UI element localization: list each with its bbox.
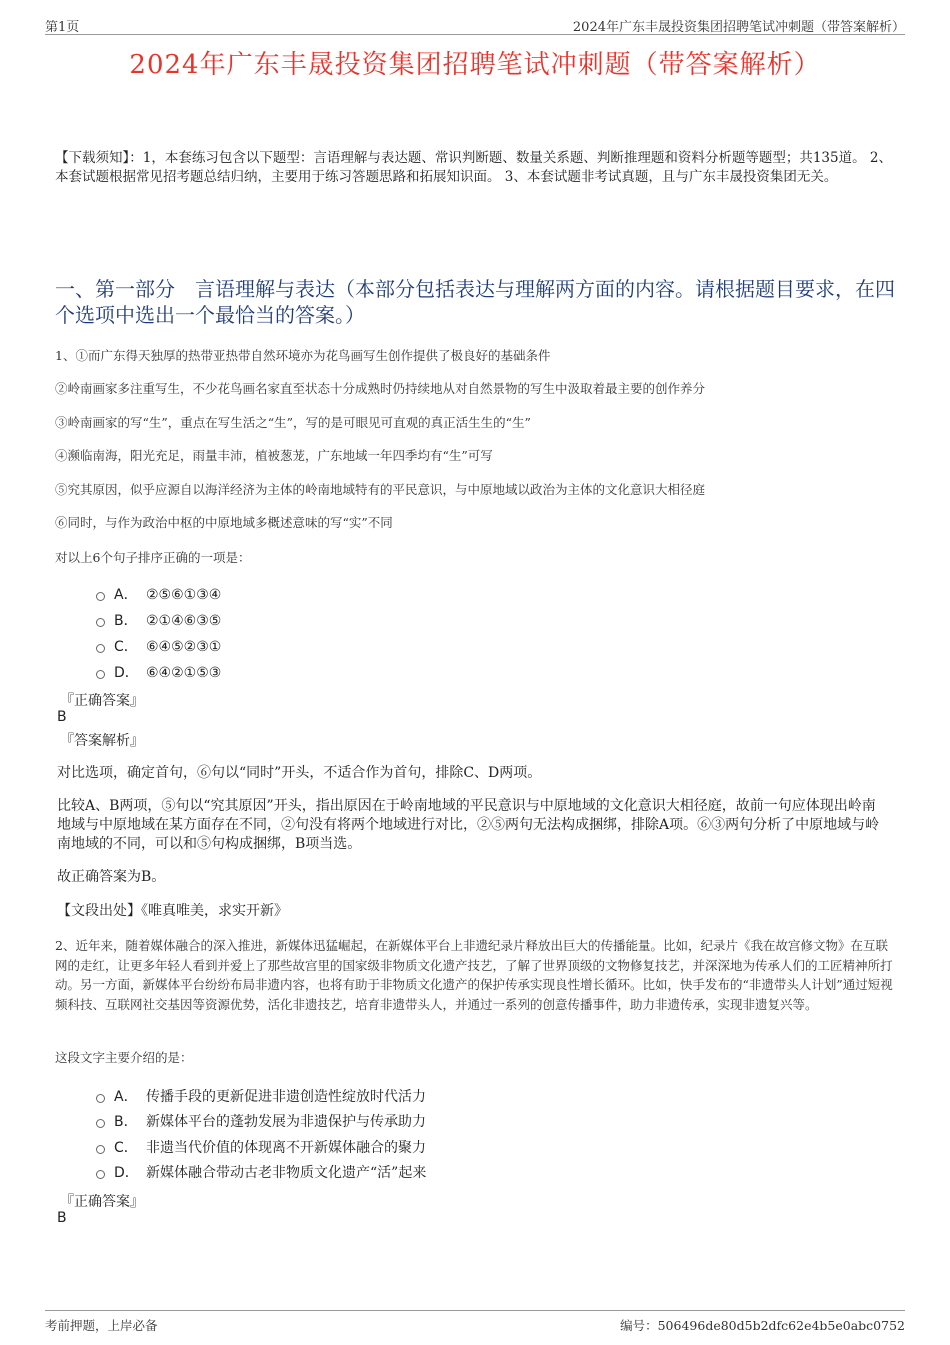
q1-sentence-4: ④濒临南海，阳光充足，雨量丰沛，植被葱茏，广东地域一年四季均有“生”可写 (55, 448, 493, 463)
q2-option-b[interactable]: B． 新媒体平台的蓬勃发展为非遗保护与传承助力 (96, 1111, 426, 1131)
q1-answer: B (57, 709, 67, 725)
q1-option-d[interactable]: D． ⑥④②①⑤③ (96, 662, 221, 682)
q2-option-a[interactable]: A． 传播手段的更新促进非遗创造性绽放时代活力 (96, 1086, 426, 1106)
footer-serial: 编号：506496de80d5b2dfc62e4b5e0abc0752 (620, 1318, 905, 1333)
q1-sentence-2: ②岭南画家多注重写生，不少花鸟画名家直至状态十分成熟时仍持续地从对自然景物的写生中汲取着最主要的创作养分 (55, 381, 706, 396)
page-footer (45, 1310, 905, 1331)
document-title: 2024年广东丰晟投资集团招聘笔试冲刺题（带答案解析） (129, 50, 821, 80)
q2-prompt: 这段文字主要介绍的是： (55, 1050, 193, 1065)
radio-icon[interactable] (96, 670, 105, 679)
q1-analysis-3: 故正确答案为B。 (57, 869, 166, 885)
q1-source: 【文段出处】《唯真唯美，求实开新》 (57, 903, 288, 919)
q1-analysis-label: 『答案解析』 (60, 733, 144, 749)
q1-prompt: 对以上6个句子排序正确的一项是： (55, 550, 251, 565)
q1-analysis-2: 比较A、B两项，⑤句以“究其原因”开头，指出原因在于岭南地域的平民意识与中原地域的文化意识大相径庭，故前一句应体现出岭南地域与中原地域在某方面存在不同，②句没有将两个地域进行对比，②⑤两句无法构成捆绑，排除A项。⑥③两句分析了中原地域与岭南地域的不同，可以和⑤句构成捆绑，B项当选。 (57, 798, 880, 852)
q2-option-c[interactable]: C． 非遗当代价值的体现离不开新媒体融合的聚力 (96, 1137, 426, 1157)
q2-passage: 2、近年来，随着媒体融合的深入推进，新媒体迅猛崛起，在新媒体平台上非遗纪录片释放出巨大的传播能量。比如，纪录片《我在故宫修文物》在互联网的走红，让更多年轻人看到并爱上了那些故宫里的国家级非物质文化遗产技艺，了解了世界顶级的文物修复技艺，并深深地为传承人们的工匠精神所打动。另一方面，新媒体平台纷纷布局非遗内容，也将有助于非物质文化遗产的保护传承实现良性增长循环。比如，快手发布的“非遗带头人计划”通过短视频科技、互联网社交基因等资源优势，活化非遗技艺，培育非遗带头人，并通过一系列的创意传播事件，助力非遗传承，实现非遗复兴等。 (55, 938, 893, 1012)
section-heading: 一、第一部分 言语理解与表达（本部分包括表达与理解两方面的内容。请根据题目要求，在四个选项中选出一个最恰当的答案。） (55, 277, 895, 327)
download-notice: 【下载须知】：1，本套练习包含以下题型：言语理解与表达题、常识判断题、数量关系题、判断推理题和资料分析题等题型；共135道。 2、本套试题根据常见招考题总结归纳，主要用于练习答题思路和拓展知识面。 3、本套试题非考试真题，且与广东丰晟投资集团无关。 (55, 150, 892, 185)
q1-analysis-1: 对比选项，确定首句，⑥句以“同时”开头，不适合作为首句，排除C、D两项。 (57, 765, 542, 781)
radio-icon[interactable] (96, 592, 105, 601)
q1-sentence-6: ⑥同时，与作为政治中枢的中原地域多概述意味的写“实”不同 (55, 515, 393, 530)
q1-option-a[interactable]: A． ②⑤⑥①③④ (96, 584, 221, 604)
radio-icon[interactable] (96, 618, 105, 627)
radio-icon[interactable] (96, 644, 105, 653)
radio-icon[interactable] (96, 1094, 105, 1103)
q1-sentence-5: ⑤究其原因，似乎应源自以海洋经济为主体的岭南地域特有的平民意识，与中原地域以政治为主体的文化意识大相径庭 (55, 482, 706, 497)
radio-icon[interactable] (96, 1119, 105, 1128)
q2-option-d[interactable]: D． 新媒体融合带动古老非物质文化遗产“活”起来 (96, 1162, 426, 1182)
q2-answer: B (57, 1210, 67, 1226)
page-number: 第1页 (45, 20, 80, 35)
header-doc-title: 2024年广东丰晟投资集团招聘笔试冲刺题（带答案解析） (572, 20, 905, 35)
q1-option-c[interactable]: C． ⑥④⑤②③① (96, 636, 221, 656)
radio-icon[interactable] (96, 1145, 105, 1154)
q2-answer-label: 『正确答案』 (60, 1194, 144, 1210)
q1-sentence-1: 1、①而广东得天独厚的热带亚热带自然环境亦为花鸟画写生创作提供了极良好的基础条件 (55, 348, 551, 363)
q1-sentence-3: ③岭南画家的写“生”，重点在写生活之“生”，写的是可眼见可直观的真正活生生的“生” (55, 415, 531, 430)
q1-answer-label: 『正确答案』 (60, 693, 144, 709)
radio-icon[interactable] (96, 1170, 105, 1179)
page-header (45, 14, 905, 35)
footer-slogan: 考前押题，上岸必备 (45, 1318, 158, 1333)
q1-option-b[interactable]: B． ②①④⑥③⑤ (96, 610, 221, 630)
